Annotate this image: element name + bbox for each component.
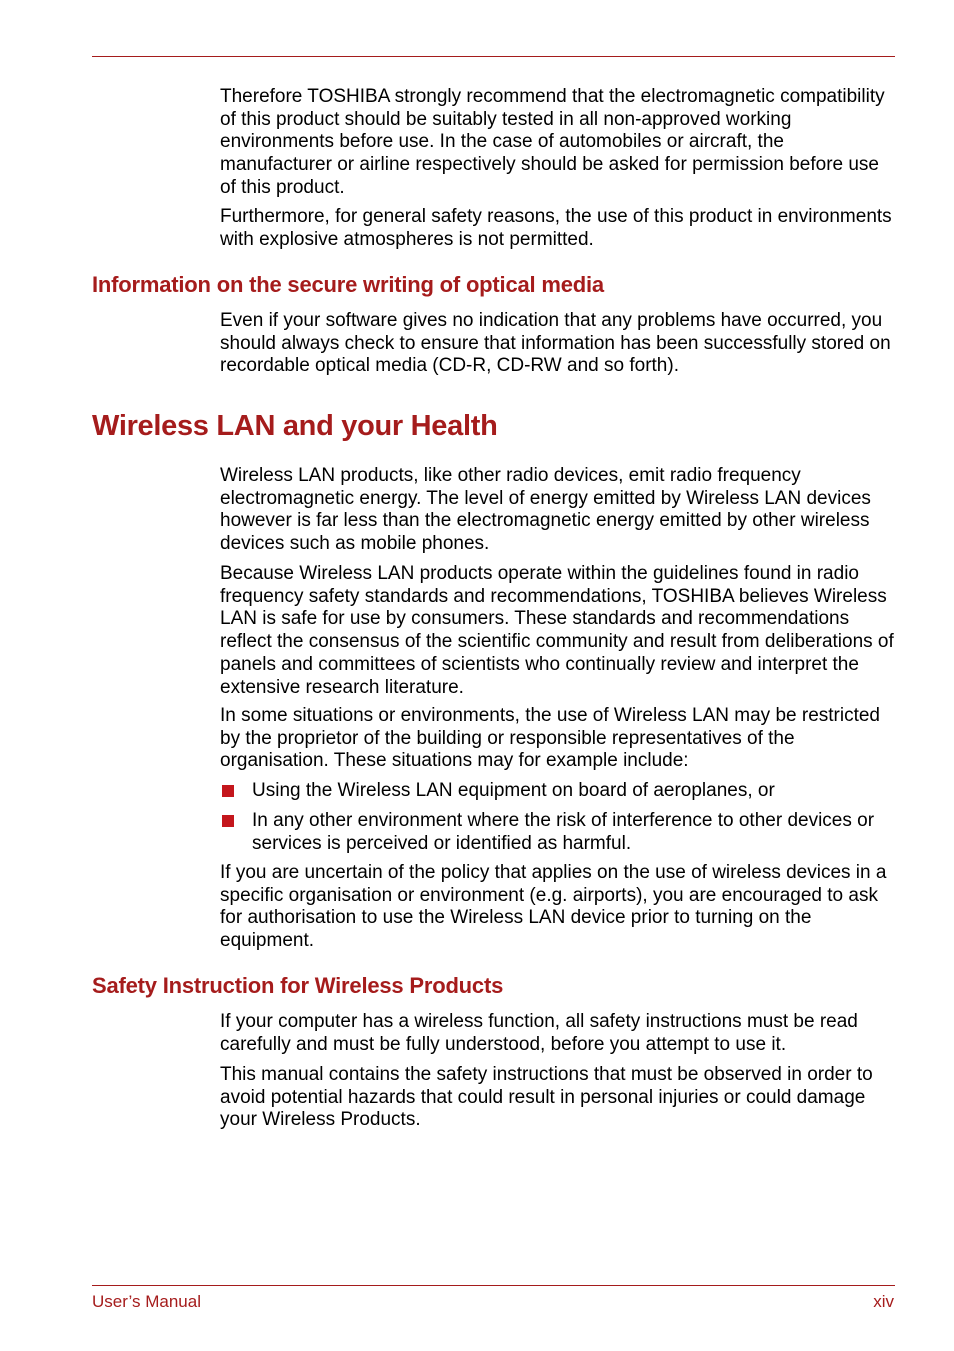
square-bullet-icon <box>222 785 234 797</box>
list-item <box>220 810 895 855</box>
header-rule <box>92 56 895 57</box>
intro-paragraph-1: Therefore TOSHIBA strongly recommend that the electromagnetic compatibility of this product should be suitably tested in all non-approved working environments before use. In the case of automobiles or aircraft, the manufacturer or airline respectively should be asked for permission before use of this product. <box>220 86 885 198</box>
list-item-text: Using the Wireless LAN equipment on board of aeroplanes, or <box>252 780 775 801</box>
list-item-text: In any other environment where the risk of interference to other devices or services is perceived or identified as harmful. <box>252 810 875 854</box>
safety-paragraph-2: This manual contains the safety instructions that must be observed in order to avoid potential hazards that could result in personal injuries or could damage your Wireless Products. <box>220 1064 873 1131</box>
wlan-paragraph-1: Wireless LAN products, like other radio devices, emit radio frequency electromagnetic energy. The level of energy emitted by Wireless LAN devices however is far less than the electromagnetic energy emitted by other wireless devices such as mobile phones. <box>220 465 871 555</box>
wlan-paragraph-3: In some situations or environments, the use of Wireless LAN may be restricted by the proprietor of the building or responsible representatives of the organisation. These situations may for example include: <box>220 705 880 772</box>
heading-safety-instruction: Safety Instruction for Wireless Products <box>92 973 504 998</box>
list-item <box>220 780 895 803</box>
footer-rule <box>92 1285 895 1286</box>
heading-optical-media: Information on the secure writing of optical media <box>92 272 604 297</box>
safety-paragraph-1: If your computer has a wireless function, all safety instructions must be read carefully and must be fully understood, before you attempt to use it. <box>220 1011 858 1055</box>
footer-manual-title: User’s Manual <box>92 1292 201 1311</box>
square-bullet-icon <box>222 815 234 827</box>
heading-wireless-lan-health: Wireless LAN and your Health <box>92 410 498 442</box>
wlan-closing-paragraph: If you are uncertain of the policy that applies on the use of wireless devices in a specific organisation or environment (e.g. airports), you are encouraged to ask for authorisation to use the Wireless LAN device prior to turning on the equipment. <box>220 862 887 952</box>
optical-media-paragraph: Even if your software gives no indication that any problems have occurred, you should always check to ensure that information has been successfully stored on recordable optical media (CD-R, CD-RW and so forth). <box>220 310 891 377</box>
page-number: xiv <box>873 1292 894 1311</box>
intro-paragraph-2: Furthermore, for general safety reasons, the use of this product in environments with explosive atmospheres is not permitted. <box>220 206 892 250</box>
wlan-paragraph-2: Because Wireless LAN products operate within the guidelines found in radio frequency safety standards and recommendations, TOSHIBA believes Wireless LAN is safe for use by consumers. These standards and recommendations reflect the consensus of the scientific community and result from deliberations of panels and committees of scientists who continually review and interpret the extensive research literature. <box>220 563 894 698</box>
